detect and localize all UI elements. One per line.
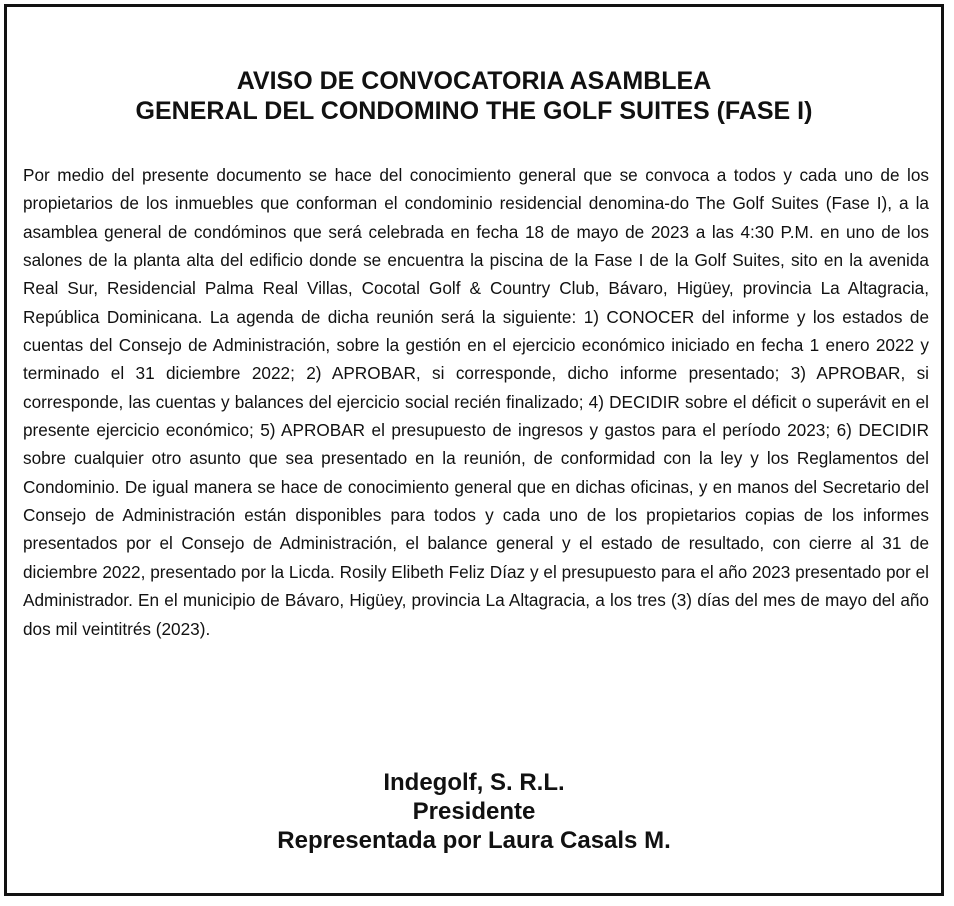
title-line-1: AVISO DE CONVOCATORIA ASAMBLEA bbox=[236, 67, 712, 95]
notice-frame bbox=[4, 4, 944, 896]
signature-role: Presidente bbox=[412, 798, 536, 825]
signature-company: Indegolf, S. R.L. bbox=[383, 769, 565, 796]
notice-title bbox=[7, 66, 941, 126]
title-line-2: GENERAL DEL CONDOMINO THE GOLF SUITES (FASE I) bbox=[135, 97, 813, 125]
notice-body: Por medio del presente documento se hace del conocimiento general que se convoca a todos y cada uno de los propietarios de los inmuebles que conforman el condominio residencial denomina-do The Golf Suites (Fase I), a la asamblea general de condóminos que será celebrada en fecha 18 de mayo de 2023 a las 4:30 P.M. en uno de los salones de la planta alta del edificio donde se encuentra la piscina de la Fase I de la Golf Suites, sito en la avenida Real Sur, Residencial Palma Real Villas, Cocotal Golf & Country Club, Bávaro, Higüey, provincia La Altagracia, República Dominicana. La agenda de dicha reunión será la siguiente: 1) CONOCER del informe y los estados de cuentas del Consejo de Administración, sobre la gestión en el ejercicio económico iniciado en fecha 1 enero 2022 y terminado el 31 diciembre 2022; 2) APROBAR, si corresponde, dicho informe presentado; 3) APROBAR, si corresponde, las cuentas y balances del ejercicio social recién finalizado; 4) DECIDIR sobre el déficit o superávit en el presente ejercicio económico; 5) APROBAR el presupuesto de ingresos y gastos para el período 2023; 6) DECIDIR sobre cualquier otro asunto que sea presentado en la reunión, de conformidad con la ley y los Reglamentos del Condominio. De igual manera se hace de conocimiento general que en dichas oficinas, y en manos del Secretario del Consejo de Administración están disponibles para todos y cada uno de los propietarios copias de los informes presentados por el Consejo de Administración, el balance general y el estado de resultado, con cierre al 31 de diciembre 2022, presentado por la Licda. Rosily Elibeth Feliz Díaz y el presupuesto para el año 2023 presentado por el Administrador. En el municipio de Bávaro, Higüey, provincia La Altagracia, a los tres (3) días del mes de mayo del año dos mil veintitrés (2023). bbox=[23, 165, 929, 639]
signature-representative: Representada por Laura Casals M. bbox=[277, 827, 671, 854]
signature-block bbox=[7, 768, 941, 855]
